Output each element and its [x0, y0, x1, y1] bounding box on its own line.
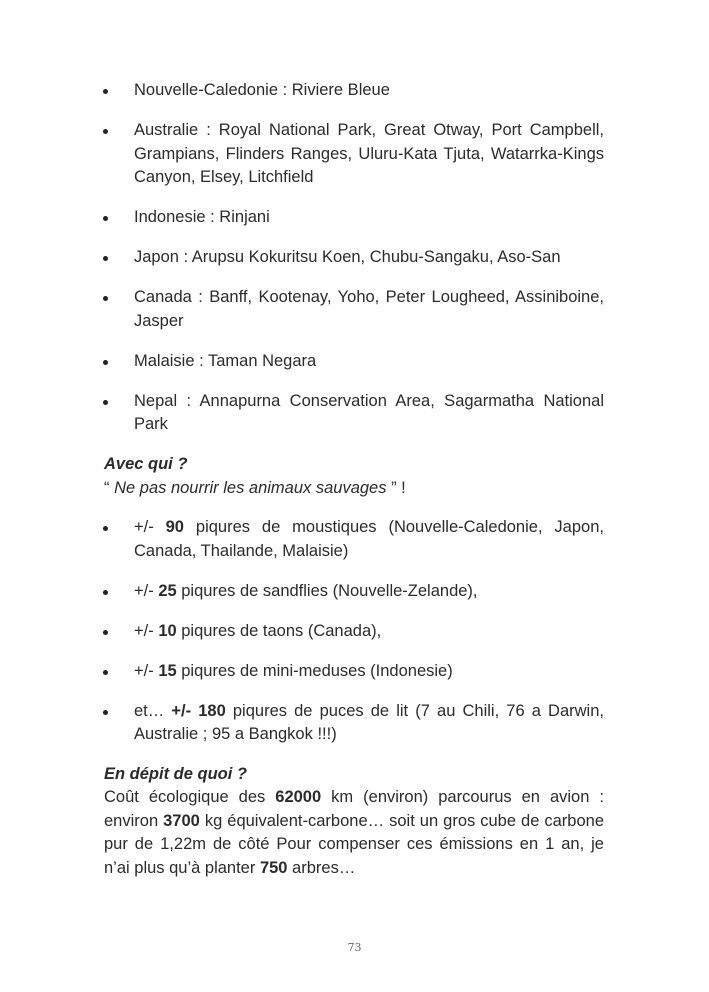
item-count: 90	[165, 518, 184, 536]
list-item	[0, 286, 604, 333]
item-count: 10	[158, 621, 177, 640]
list-item-text: Nepal : Annapurna Conservation Area, Sagarmatha National Park	[134, 391, 604, 433]
trees-value: 750	[259, 858, 288, 877]
item-suffix: piqures de moustiques (Nouvelle-Caledonie, Japon, Canada, Thailande, Malaisie)	[134, 518, 604, 560]
list-item-text: Japon : Arupsu Kokuritsu Koen, Chubu-Sangaku, Aso-San	[134, 248, 561, 266]
section-quote	[104, 477, 406, 501]
list-item	[0, 580, 604, 604]
page-number: 73	[347, 941, 362, 954]
list-item-text: Malaisie : Taman Negara	[134, 351, 317, 370]
item-prefix: +/-	[134, 661, 159, 680]
list-item	[0, 620, 604, 644]
bullet-icon	[103, 630, 108, 635]
kg-value: 3700	[163, 811, 200, 830]
bullet-icon	[103, 296, 108, 301]
item-suffix: piqures de puces de lit (7 au Chili, 76 a Darwin, Australie ; 95 a Bangkok !!!)	[134, 701, 604, 743]
item-count: 15	[158, 661, 177, 680]
item-prefix: +/-	[134, 581, 159, 600]
bullet-icon	[103, 400, 108, 405]
list-item	[0, 660, 604, 684]
item-prefix: +/-	[134, 621, 159, 640]
bullet-icon	[103, 129, 108, 134]
item-count: +/- 180	[171, 701, 226, 720]
item-suffix: piqures de mini-meduses (Indonesie)	[176, 661, 453, 680]
section-heading-with-whom: Avec qui ?	[104, 455, 188, 473]
list-item	[0, 246, 604, 270]
list-item	[0, 119, 604, 190]
bullet-icon	[103, 526, 108, 531]
para-text: Coût écologique des	[104, 788, 276, 806]
bites-list	[0, 516, 709, 763]
item-prefix: +/-	[134, 518, 166, 536]
km-value: 62000	[275, 788, 322, 806]
list-item-text: Australie : Royal National Park, Great Otway, Port Campbell, Grampians, Flinders Ranges, Uluru-Kata Tjuta, Watarrka-Kings Canyon, Elsey, Litchfield	[134, 121, 604, 186]
bullet-icon	[103, 89, 108, 94]
quote-text: Ne pas nourrir les animaux sauvages	[114, 479, 387, 497]
item-suffix: piqures de sandflies (Nouvelle-Zelande),	[176, 581, 478, 600]
para-text: arbres…	[287, 858, 356, 877]
quote-close: ” !	[386, 479, 406, 497]
bullet-icon	[103, 360, 108, 365]
list-item	[0, 350, 604, 374]
list-item-text: Nouvelle-Caledonie : Riviere Bleue	[134, 81, 390, 99]
quote-open: “	[104, 479, 115, 497]
para-text: km (environ) parcourus en avion : environ	[104, 788, 604, 830]
bullet-icon	[103, 670, 108, 675]
section-heading-despite: En dépit de quoi ?	[104, 765, 247, 783]
para-text: kg équivalent-carbone… soit un gros cube de carbone pur de 1,22m de côté Pour compenser ces émissions en 1 an, je n’ai plus qu’à planter	[104, 811, 604, 877]
list-item	[0, 700, 604, 747]
list-item-text: Canada : Banff, Kootenay, Yoho, Peter Lougheed, Assiniboine, Jasper	[134, 288, 604, 330]
list-item	[0, 516, 604, 563]
list-item	[0, 206, 604, 230]
list-item-text: Indonesie : Rinjani	[134, 208, 270, 226]
bullet-icon	[103, 216, 108, 221]
item-count: 25	[158, 581, 177, 600]
list-item	[0, 79, 604, 103]
item-prefix: et…	[134, 701, 172, 720]
list-item	[0, 390, 604, 437]
bullet-icon	[103, 256, 108, 261]
bullet-icon	[103, 710, 108, 715]
parks-list	[0, 79, 709, 453]
bullet-icon	[103, 590, 108, 595]
item-suffix: piqures de taons (Canada),	[176, 621, 382, 640]
carbon-paragraph	[104, 786, 604, 880]
